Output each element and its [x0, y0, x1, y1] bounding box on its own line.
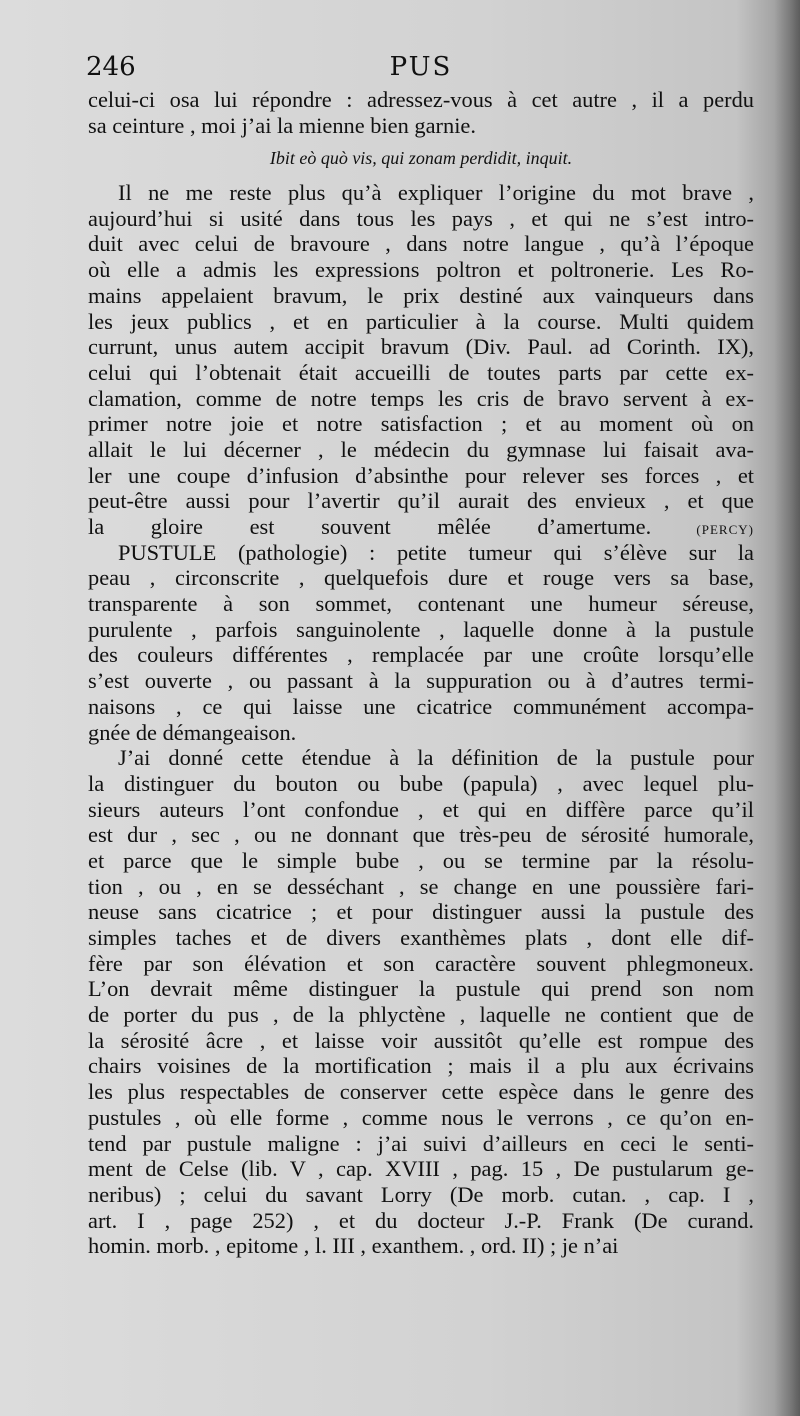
- text-line: sieurs auteurs l’ont confondue , et qui en diffère parce qu’il: [88, 796, 754, 822]
- text-line: transparente à son sommet, contenant une humeur séreuse,: [88, 591, 754, 617]
- text-line: duit avec celui de bravoure , dans notre langue , qu’à l’époque: [88, 231, 754, 257]
- text-line: Il ne me reste plus qu’à expliquer l’origine du mot brave ,: [118, 180, 754, 206]
- author-signature: (PERCY): [651, 522, 754, 537]
- text-line: clamation, comme de notre temps les cris de bravo servent à ex-: [88, 385, 754, 411]
- text-line: neribus) ; celui du savant Lorry (De morb. cutan. , cap. I ,: [88, 1181, 754, 1207]
- paragraph-pustule-discussion: [88, 745, 754, 1259]
- text-line: fère par son élévation et son caractère souvent phlegmoneux.: [88, 950, 754, 976]
- paragraph-pustule-definition: [88, 540, 754, 746]
- text-line: ment de Celse (lib. V , cap. XVIII , pag. 15 , De pustularum ge-: [88, 1156, 754, 1182]
- text-line: peut-être aussi pour l’avertir qu’il aurait des envieux , et que: [88, 488, 754, 514]
- text-line: mains appelaient bravum, le prix destiné aux vainqueurs dans: [88, 282, 754, 308]
- text-line: PUSTULE (pathologie) : petite tumeur qui s’élève sur la: [118, 539, 754, 565]
- text-line: la sérosité âcre , et laisse voir aussitôt qu’elle est rompue des: [88, 1027, 754, 1053]
- text-line: tion , ou , en se desséchant , se change en une poussière fari-: [88, 873, 754, 899]
- text-line: les plus respectables de conserver cette espèce dans le genre des: [88, 1079, 754, 1105]
- text-line: s’est ouverte , ou passant à la suppuration ou à d’autres termi-: [88, 668, 754, 694]
- latin-quote: Ibit eò quò vis, qui zonam perdidit, inquit.: [269, 148, 573, 169]
- page-number: 246: [86, 52, 136, 82]
- body-text: [88, 87, 754, 1259]
- text-line: et parce que le simple bube , ou se termine par la résolu-: [88, 847, 754, 873]
- text-line: art. I , page 252) , et du docteur J.-P. Frank (De curand.: [88, 1207, 754, 1233]
- text-line: celui-ci osa lui répondre : adressez-vous à cet autre , il a perdu: [88, 87, 754, 112]
- text-line: ler une coupe d’infusion d’absinthe pour relever ses forces , et: [88, 462, 754, 488]
- text-line: primer notre joie et notre satisfaction ; et au moment où on: [88, 411, 754, 437]
- text-line: de porter du pus , de la phlyctène , laquelle ne contient que de: [88, 1002, 754, 1028]
- text-line: sa ceinture , moi j’ai la mienne bien garnie.: [88, 112, 476, 138]
- text-line: homin. morb. , epitome , l. III , exanthem. , ord. II) ; je n’ai: [88, 1233, 619, 1259]
- text-line: pustules , où elle forme , comme nous le verrons , ce qu’on en-: [88, 1104, 754, 1130]
- text-line: les jeux publics , et en particulier à la course. Multi quidem: [88, 308, 754, 334]
- text-line: est dur , sec , ou ne donnant que très-peu de sérosité humorale,: [88, 822, 754, 848]
- text-line: purulente , parfois sanguinolente , laquelle donne à la pustule: [88, 616, 754, 642]
- paragraph-continuation: [88, 87, 754, 138]
- text-line: tend par pustule maligne : j’ai suivi d’ailleurs en ceci le senti-: [88, 1130, 754, 1156]
- text-line: la gloire est souvent mêlée d’amertume. (PERCY): [88, 514, 754, 539]
- text-line: des couleurs différentes , remplacée par une croûte lorsqu’elle: [88, 642, 754, 668]
- text-line: naisons , ce qui laisse une cicatrice communément accompa-: [88, 693, 754, 719]
- running-head: PUS: [389, 52, 453, 82]
- text-line: chairs voisines de la mortification ; mais il a plu aux écrivains: [88, 1053, 754, 1079]
- text-line: neuse sans cicatrice ; et pour distinguer aussi la pustule des: [88, 899, 754, 925]
- text-line: L’on devrait même distinguer la pustule qui prend son nom: [88, 976, 754, 1002]
- text-line: la distinguer du bouton ou bube (papula) , avec lequel plu-: [88, 770, 754, 796]
- text-line: simples taches et de divers exanthèmes plats , dont elle dif-: [88, 925, 754, 950]
- text-line: aujourd’hui si usité dans tous les pays , et qui ne s’est intro-: [88, 205, 754, 231]
- page-gutter-shadow: [774, 0, 800, 1416]
- text-line: où elle a admis les expressions poltron et poltronerie. Les Ro-: [88, 257, 754, 283]
- text-line: peau , circonscrite , quelquefois dure et rouge vers sa base,: [88, 565, 754, 591]
- page-header: [86, 52, 756, 86]
- text-line: allait le lui décerner , le médecin du gymnase lui faisait ava-: [88, 436, 754, 462]
- text-line: J’ai donné cette étendue à la définition de la pustule pour: [118, 745, 754, 771]
- paragraph-brave: [88, 180, 754, 540]
- text-line: celui qui l’obtenait était accueilli de toutes parts par cette ex-: [88, 359, 754, 385]
- text-line: currunt, unus autem accipit bravum (Div. Paul. ad Corinth. IX),: [88, 334, 754, 360]
- text-line: gnée de démangeaison.: [88, 719, 297, 745]
